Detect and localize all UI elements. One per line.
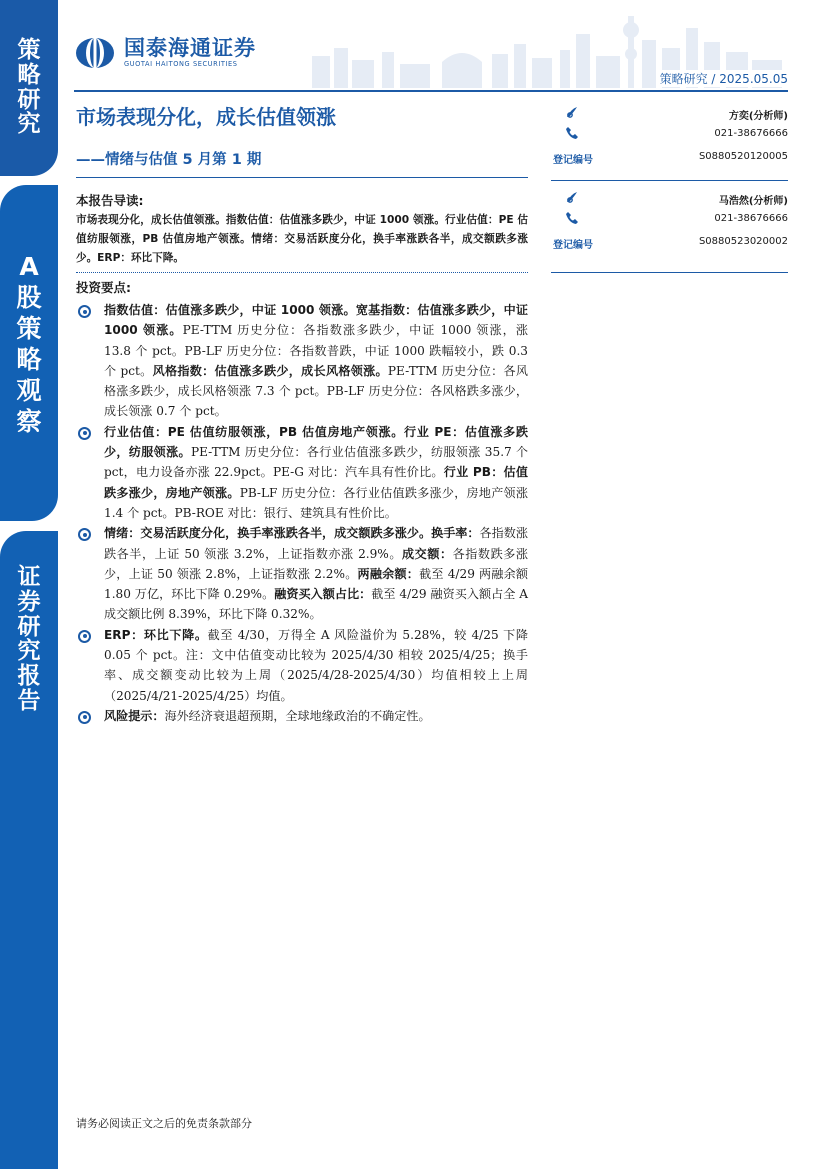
title-divider <box>76 177 528 178</box>
sidebar-block-series <box>0 185 58 521</box>
points-heading: 投资要点: <box>76 280 131 295</box>
bullet-icon <box>78 305 91 318</box>
investment-point <box>76 422 528 523</box>
sidebar-char: 证 <box>17 564 41 590</box>
sidebar-char: 究 <box>17 638 41 665</box>
sidebar-block-category <box>0 0 58 176</box>
bullet-icon <box>78 711 91 724</box>
point-emphasis: 两融余额： <box>357 566 420 581</box>
point-text: PE-TTM 历史分位：各行业估值涨多跌少，纺服领涨 35.7 个 pct，电力设备亦涨 22.9pct。PE-G 对比：汽车具有性价比。 <box>104 445 528 480</box>
point-text: 各指数跌多涨少，上证 50 领涨 2.8%，上证指数涨 2.2%。 <box>104 546 528 581</box>
sidebar-char: 股 <box>16 283 42 312</box>
report-title: 市场表现分化，成长估值领涨 <box>76 105 336 129</box>
disclaimer-note: 请务必阅读正文之后的免责条款部分 <box>76 1117 252 1130</box>
sidebar-char: 略 <box>17 61 41 88</box>
sidebar-char: A <box>19 252 39 281</box>
sidebar-char: 略 <box>16 345 42 374</box>
sidebar-char: 报 <box>17 663 41 690</box>
sidebar-char: 券 <box>17 588 41 615</box>
investment-points-list <box>76 300 528 726</box>
point-emphasis: ERP：环比下降。 <box>104 627 208 642</box>
point-emphasis: 指数估值：估值涨多跌少，中证 1000 领涨。宽基指数：估值涨多跌少，中证 1000 领涨。 <box>104 303 528 338</box>
registration-label: 登记编号 <box>553 240 593 251</box>
point-emphasis: 情绪：交易活跃度分化，换手率涨跌各半，成交额跌多涨少。换手率： <box>104 526 480 541</box>
header-divider <box>74 90 788 92</box>
bullet-icon <box>78 427 91 440</box>
logo-chinese-name: 国泰海通证券 <box>124 36 256 60</box>
investment-point <box>76 706 528 726</box>
phone-icon <box>565 211 579 225</box>
pen-icon <box>565 190 579 204</box>
point-emphasis: 融资买入额占比： <box>274 587 372 602</box>
analyst-divider <box>551 180 788 181</box>
registration-number: S0880520120005 <box>698 151 788 162</box>
sidebar-char: 策 <box>17 37 41 63</box>
point-emphasis: 成交额： <box>402 546 453 561</box>
point-text: 截至 4/29 融资买入额占全 A 成交额比例 8.39%，环比下降 0.32%。 <box>104 587 528 622</box>
logo-english-name: GUOTAI HAITONG SECURITIES <box>124 60 238 68</box>
sidebar-char: 策 <box>16 314 42 343</box>
sidebar-char: 观 <box>16 376 42 405</box>
pen-icon <box>565 105 579 119</box>
point-text: PB-LF 历史分位：各行业估值跌多涨少，房地产领涨 1.4 个 pct。PB-ROE 对比：银行、建筑具有性价比。 <box>104 485 528 520</box>
sidebar-block-report-type <box>0 531 58 1169</box>
registration-number: S0880523020002 <box>698 236 788 247</box>
investment-point <box>76 300 528 422</box>
company-logo <box>74 36 256 70</box>
intro-text: 市场表现分化，成长估值领涨。指数估值：估值涨多跌少，中证 1000 领涨。行业估值：PE 估值纺服领涨，PB 估值房地产领涨。情绪：交易活跃度分化，换手率涨跌各半，成交额跌多涨少。ERP：环比下降。 <box>76 214 528 264</box>
analyst-name: 方奕(分析师) <box>728 111 788 122</box>
logo-mark-icon <box>74 36 116 70</box>
point-text: 海外经济衰退超预期，全球地缘政治的不确定性。 <box>164 708 431 723</box>
report-subtitle: ——情绪与估值 5 月第 1 期 <box>76 152 262 168</box>
point-text: 各指数涨跌各半，上证 50 领涨 3.2%，上证指数亦涨 2.9%。 <box>104 526 528 561</box>
investment-point <box>76 625 528 706</box>
point-text: 截至 4/30，万得全 A 风险溢价为 5.28%，较 4/25 下降 0.05 个 pct。注：文中估值变动比较为 2025/4/30 相较 2025/4/25；换手率、成交额变动比较为上周（2025/4/28-2025/4/30）均值相较上上周（2025/4/21-2025/4/25）均值。 <box>104 627 528 703</box>
point-text: PE-TTM 历史分位：各风格涨多跌少，成长风格领涨 7.3 个 pct。PB-LF 历史分位：各风格跌多涨少，成长领涨 0.7 个 pct。 <box>104 363 528 419</box>
bullet-icon <box>78 528 91 541</box>
sidebar-char: 察 <box>16 407 42 436</box>
point-emphasis: 风险提示： <box>104 708 165 723</box>
point-text: 截至 4/29 两融余额 1.80 万亿，环比下降 0.29%。 <box>104 566 528 602</box>
point-emphasis: 风格指数：估值涨多跌少，成长风格领涨。 <box>152 363 388 378</box>
analyst-phone: 021-38676666 <box>714 213 788 224</box>
registration-label: 登记编号 <box>553 155 593 166</box>
sidebar-char: 研 <box>17 86 41 113</box>
point-emphasis: 行业估值：PE 估值纺服领涨，PB 估值房地产领涨。行业 PE：估值涨多跌少，纺服领涨。 <box>104 424 528 460</box>
sidebar-char: 究 <box>17 111 41 138</box>
phone-icon <box>565 126 579 140</box>
sidebar-char: 告 <box>17 688 41 715</box>
point-emphasis: 行业 PB：估值跌多涨少，房地产领涨。 <box>104 465 528 500</box>
analyst-divider <box>551 272 788 273</box>
analyst-phone: 021-38676666 <box>714 128 788 139</box>
sidebar-char: 研 <box>17 613 41 640</box>
bullet-icon <box>78 630 91 643</box>
left-sidebar <box>0 0 58 1169</box>
analyst-name: 马浩然(分析师) <box>718 196 788 207</box>
intro-heading: 本报告导读: <box>76 193 144 208</box>
investment-point <box>76 523 528 624</box>
report-category-date: 策略研究 / 2025.05.05 <box>656 70 788 87</box>
intro-divider <box>76 272 528 273</box>
point-text: PE-TTM 历史分位：各指数涨多跌少，中证 1000 领涨，涨 13.8 个 pct。PB-LF 历史分位：各指数普跌，中证 1000 跌幅较小，跌 0.3 个 pct。 <box>104 323 528 378</box>
